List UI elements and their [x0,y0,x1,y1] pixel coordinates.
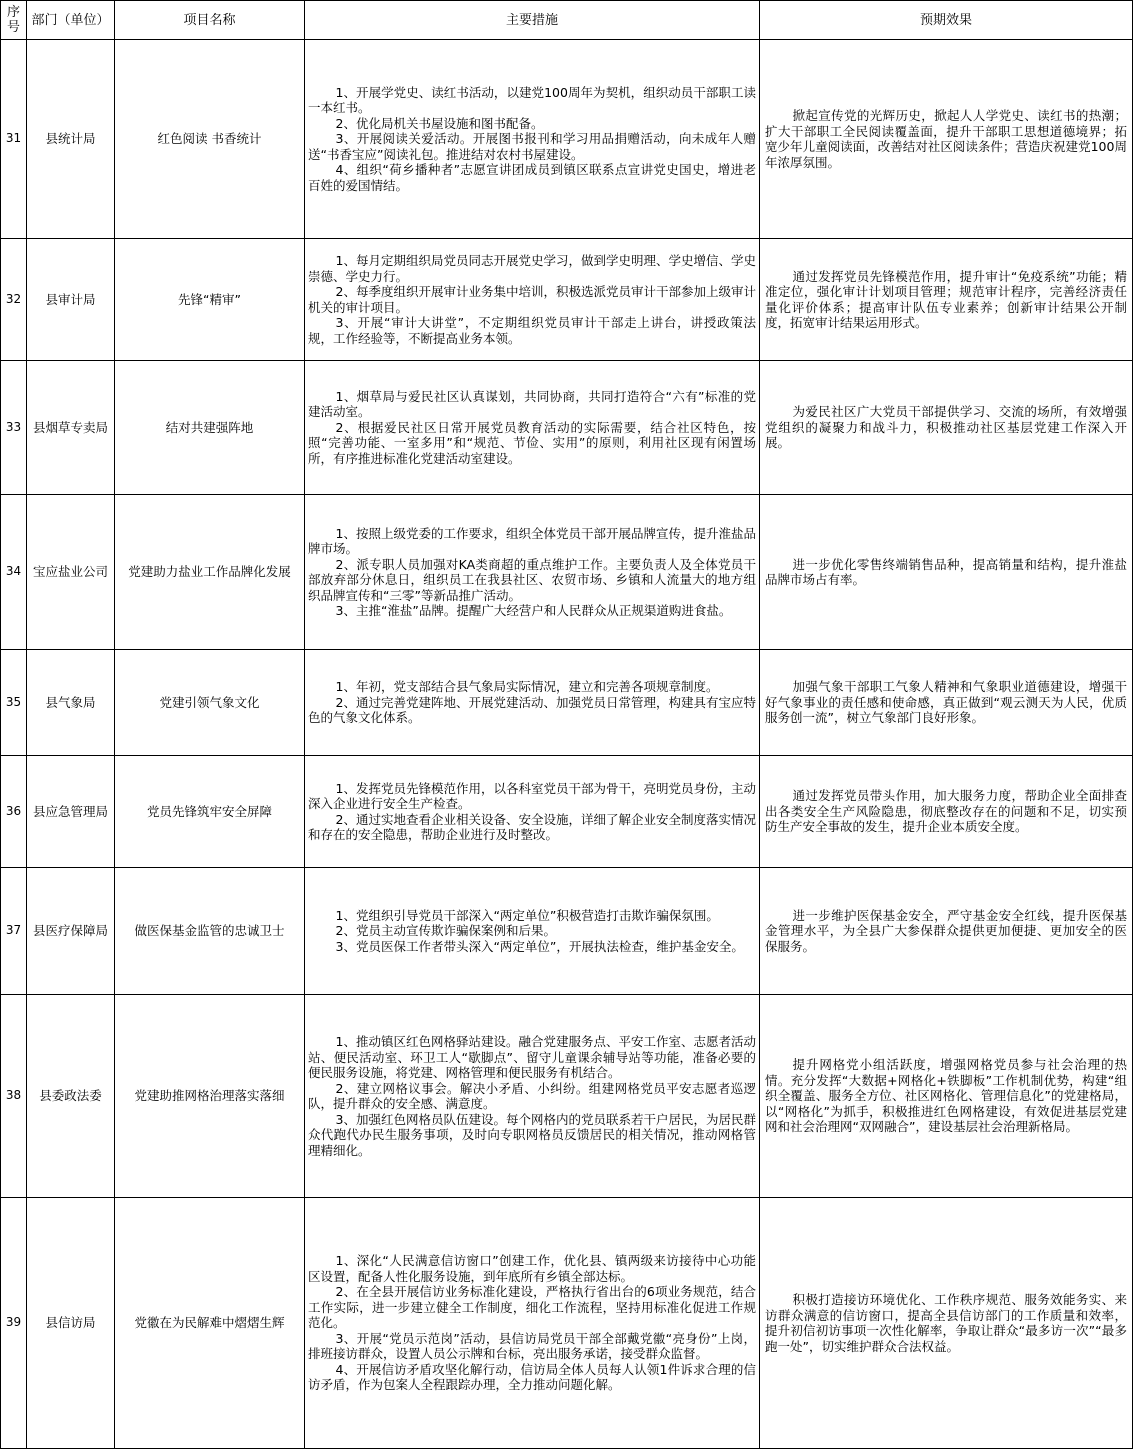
row-measures [305,495,760,650]
table-body [1,40,1133,1449]
effect-text: 通过发挥党员先锋模范作用，提升审计“免疫系统”功能；精准定位，强化审计计划项目管理；规范审计程序，完善经济责任量化评价体系；提高审计队伍专业素养；创新审计结果公开制度，拓宽审计结果运用形式。 [765,268,1127,330]
row-seq: 32 [1,239,27,361]
measure-item: 1、深化“人民满意信访窗口”创建工作，优化县、镇两级来访接待中心功能区设置，配备人性化服务设施，到年底所有乡镇全部达标。 [308,1253,756,1284]
row-dept: 县气象局 [27,650,115,756]
row-seq: 31 [1,40,27,239]
row-project: 党建助力盐业工作品牌化发展 [115,495,305,650]
row-project: 党徽在为民解难中熠熠生辉 [115,1198,305,1449]
table-row [1,361,1133,495]
measure-item: 3、开展“党员示范岗”活动，县信访局党员干部全部戴党徽“亮身份”上岗，排班接访群众，设置人员公示牌和台标，亮出服务承诺，接受群众监督。 [308,1330,756,1362]
header-effect: 预期效果 [760,1,1133,40]
row-seq: 34 [1,495,27,650]
measure-item: 2、优化局机关书屋设施和图书配备。 [335,115,544,131]
row-effect [760,239,1133,361]
measure-item: 2、党员主动宣传欺诈骗保案例和后果。 [335,923,556,939]
row-measures [305,756,760,868]
row-project: 党建助推网格治理落实落细 [115,995,305,1198]
row-effect [760,756,1133,868]
table-header-row [1,1,1133,40]
row-seq: 36 [1,756,27,868]
row-measures [305,1198,760,1449]
measure-item: 3、开展阅读关爱活动。开展图书报刊和学习用品捐赠活动，向未成年人赠送“书香宝应”阅读礼包。推进结对农村书屋建设。 [308,131,756,162]
measure-item: 2、每季度组织开展审计业务集中培训，积极选派党员审计干部参加上级审计机关的审计项目。 [308,284,756,315]
measure-item: 1、每月定期组织局党员同志开展党史学习，做到学史明理、学史增信、学史崇德、学史力行。 [308,253,756,284]
header-measures: 主要措施 [305,1,760,40]
measure-item: 1、发挥党员先锋模范作用，以各科室党员干部为骨干，亮明党员身份，主动深入企业进行安全生产检查。 [308,780,756,811]
row-measures [305,40,760,239]
effect-text: 为爱民社区广大党员干部提供学习、交流的场所，有效增强党组织的凝聚力和战斗力，积极推动社区基层党建工作深入开展。 [765,404,1127,451]
effect-text: 掀起宣传党的光辉历史，掀起人人学党史、读红书的热潮；扩大干部职工全民阅读覆盖面，提升干部职工思想道德境界；拓宽少年儿童阅读面，改善结对社区阅读条件；营造庆祝建党100周年浓厚氛围。 [765,108,1127,170]
measure-item: 4、组织“荷乡播种者”志愿宣讲团成员到镇区联系点宣讲党史国史，增进老百姓的爱国情结。 [308,162,756,193]
row-seq: 35 [1,650,27,756]
table-row [1,40,1133,239]
row-measures [305,361,760,495]
row-dept: 县委政法委 [27,995,115,1198]
row-effect [760,361,1133,495]
table-row [1,756,1133,868]
row-dept: 县信访局 [27,1198,115,1449]
measure-item: 1、推动镇区红色网格驿站建设。融合党建服务点、平安工作室、志愿者活动站、便民活动室、环卫工人“歇脚点”、留守儿童课余辅导站等功能，准备必要的便民服务设施，将党建、网格管理和便民服务有机结合。 [308,1034,756,1080]
row-project: 先锋“精审” [115,239,305,361]
table-row [1,995,1133,1198]
measure-item: 3、加强红色网格员队伍建设。每个网格内的党员联系若干户居民，为居民群众代跑代办民生服务事项，及时向专职网格员反馈居民的相关情况，推动网格管理精细化。 [308,1111,756,1158]
measure-item: 3、主推“淮盐”品牌。提醒广大经营户和人民群众从正规渠道购进食盐。 [335,603,732,618]
row-measures [305,868,760,995]
measure-item: 2、派专职人员加强对KA类商超的重点维护工作。主要负责人及全体党员干部放弃部分休息日，组织员工在我县社区、农贸市场、乡镇和人流量大的地方组织品牌宣传和“三零”等新品推广活动。 [308,556,756,603]
measure-item: 2、在全县开展信访业务标准化建设，严格执行省出台的6项业务规范，结合工作实际，进一步建立健全工作制度，细化工作流程，坚持用标准化促进工作规范化。 [308,1284,756,1331]
table-row [1,868,1133,995]
effect-text: 通过发挥党员带头作用，加大服务力度，帮助企业全面排查出各类安全生产风险隐患，彻底整改存在的问题和不足，切实预防生产安全事故的发生，提升企业本质安全度。 [765,788,1127,835]
measure-item: 1、党组织引导党员干部深入“两定单位”积极营造打击欺诈骗保氛围。 [335,907,719,923]
row-effect [760,495,1133,650]
row-effect [760,650,1133,756]
row-effect [760,40,1133,239]
measure-item: 2、根据爱民社区日常开展党员教育活动的实际需要，结合社区特色，按照“完善功能、一室多用”和“规范、节俭、实用”的原则，利用社区现有闲置场所，有序推进标准化党建活动室建设。 [308,419,756,466]
measure-item: 2、通过实地查看企业相关设备、安全设施，详细了解企业安全制度落实情况和存在的安全隐患，帮助企业进行及时整改。 [308,811,756,842]
row-dept: 县医疗保障局 [27,868,115,995]
measure-item: 1、烟草局与爱民社区认真谋划，共同协商，共同打造符合“六有”标准的党建活动室。 [308,388,756,420]
measure-item: 4、开展信访矛盾攻坚化解行动，信访局全体人员每人认领1件诉求合理的信访矛盾，作为包案人全程跟踪办理，全力推动问题化解。 [308,1361,756,1393]
table-row [1,1198,1133,1449]
row-dept: 县统计局 [27,40,115,239]
row-effect [760,868,1133,995]
table-row [1,239,1133,361]
row-effect [760,995,1133,1198]
row-measures [305,995,760,1198]
row-project: 结对共建强阵地 [115,361,305,495]
table-row [1,495,1133,650]
measure-item: 1、开展学党史、读红书活动，以建党100周年为契机，组织动员干部职工读一本红书。 [308,84,756,116]
effect-text: 积极打造接访环境优化、工作秩序规范、服务效能务实、来访群众满意的信访窗口，提高全县信访部门的工作质量和效率，提升初信初访事项一次性化解率，争取让群众“最多访一次”“最多跑一处”，切实维护群众合法权益。 [765,1292,1127,1354]
row-project: 党建引领气象文化 [115,650,305,756]
measure-item: 2、通过完善党建阵地、开展党建活动、加强党员日常管理，构建具有宝应特色的气象文化体系。 [308,694,756,726]
measure-item: 2、建立网格议事会。解决小矛盾、小纠纷。组建网格党员平安志愿者巡逻队，提升群众的安全感、满意度。 [308,1080,756,1111]
row-project: 红色阅读 书香统计 [115,40,305,239]
row-dept: 县烟草专卖局 [27,361,115,495]
row-project: 做医保基金监管的忠诚卫士 [115,868,305,995]
header-dept: 部门（单位） [27,1,115,40]
measure-item: 3、党员医保工作者带头深入“两定单位”，开展执法检查，维护基金安全。 [335,938,744,954]
row-seq: 38 [1,995,27,1198]
effect-text: 加强气象干部职工气象人精神和气象职业道德建设，增强干好气象事业的责任感和使命感，真正做到“观云测天为人民，优质服务创一流”，树立气象部门良好形象。 [765,679,1127,726]
effect-text: 提升网格党小组活跃度，增强网格党员参与社会治理的热情。充分发挥“大数据+网格化+铁脚板”工作机制优势，构建“组织全覆盖、服务全方位、社区网格化、管理信息化”的党建格局，以“网格化”为抓手，积极推进红色网格建设，有效促进基层党建网和社会治理网“双网融合”，建设基层社会治理新格局。 [765,1057,1127,1135]
row-seq: 33 [1,361,27,495]
row-seq: 39 [1,1198,27,1449]
effect-text: 进一步维护医保基金安全，严守基金安全红线，提升医保基金管理水平，为全县广大参保群众提供更加便捷、更加安全的医保服务。 [765,907,1127,954]
measure-item: 1、按照上级党委的工作要求，组织全体党员干部开展品牌宣传，提升淮盐品牌市场。 [308,525,756,556]
row-dept: 宝应盐业公司 [27,495,115,650]
measure-item: 3、开展“审计大讲堂”，不定期组织党员审计干部走上讲台，讲授政策法规，工作经验等，不断提高业务本领。 [308,315,756,346]
row-dept: 县应急管理局 [27,756,115,868]
row-effect [760,1198,1133,1449]
row-dept: 县审计局 [27,239,115,361]
measure-item: 1、年初，党支部结合县气象局实际情况，建立和完善各项规章制度。 [335,679,719,695]
row-project: 党员先锋筑牢安全屏障 [115,756,305,868]
row-measures [305,650,760,756]
row-seq: 37 [1,868,27,995]
table-row [1,650,1133,756]
header-seq: 序号 [1,1,27,40]
effect-text: 进一步优化零售终端销售品种，提高销量和结构，提升淮盐品牌市场占有率。 [765,556,1127,587]
row-measures [305,239,760,361]
header-project: 项目名称 [115,1,305,40]
